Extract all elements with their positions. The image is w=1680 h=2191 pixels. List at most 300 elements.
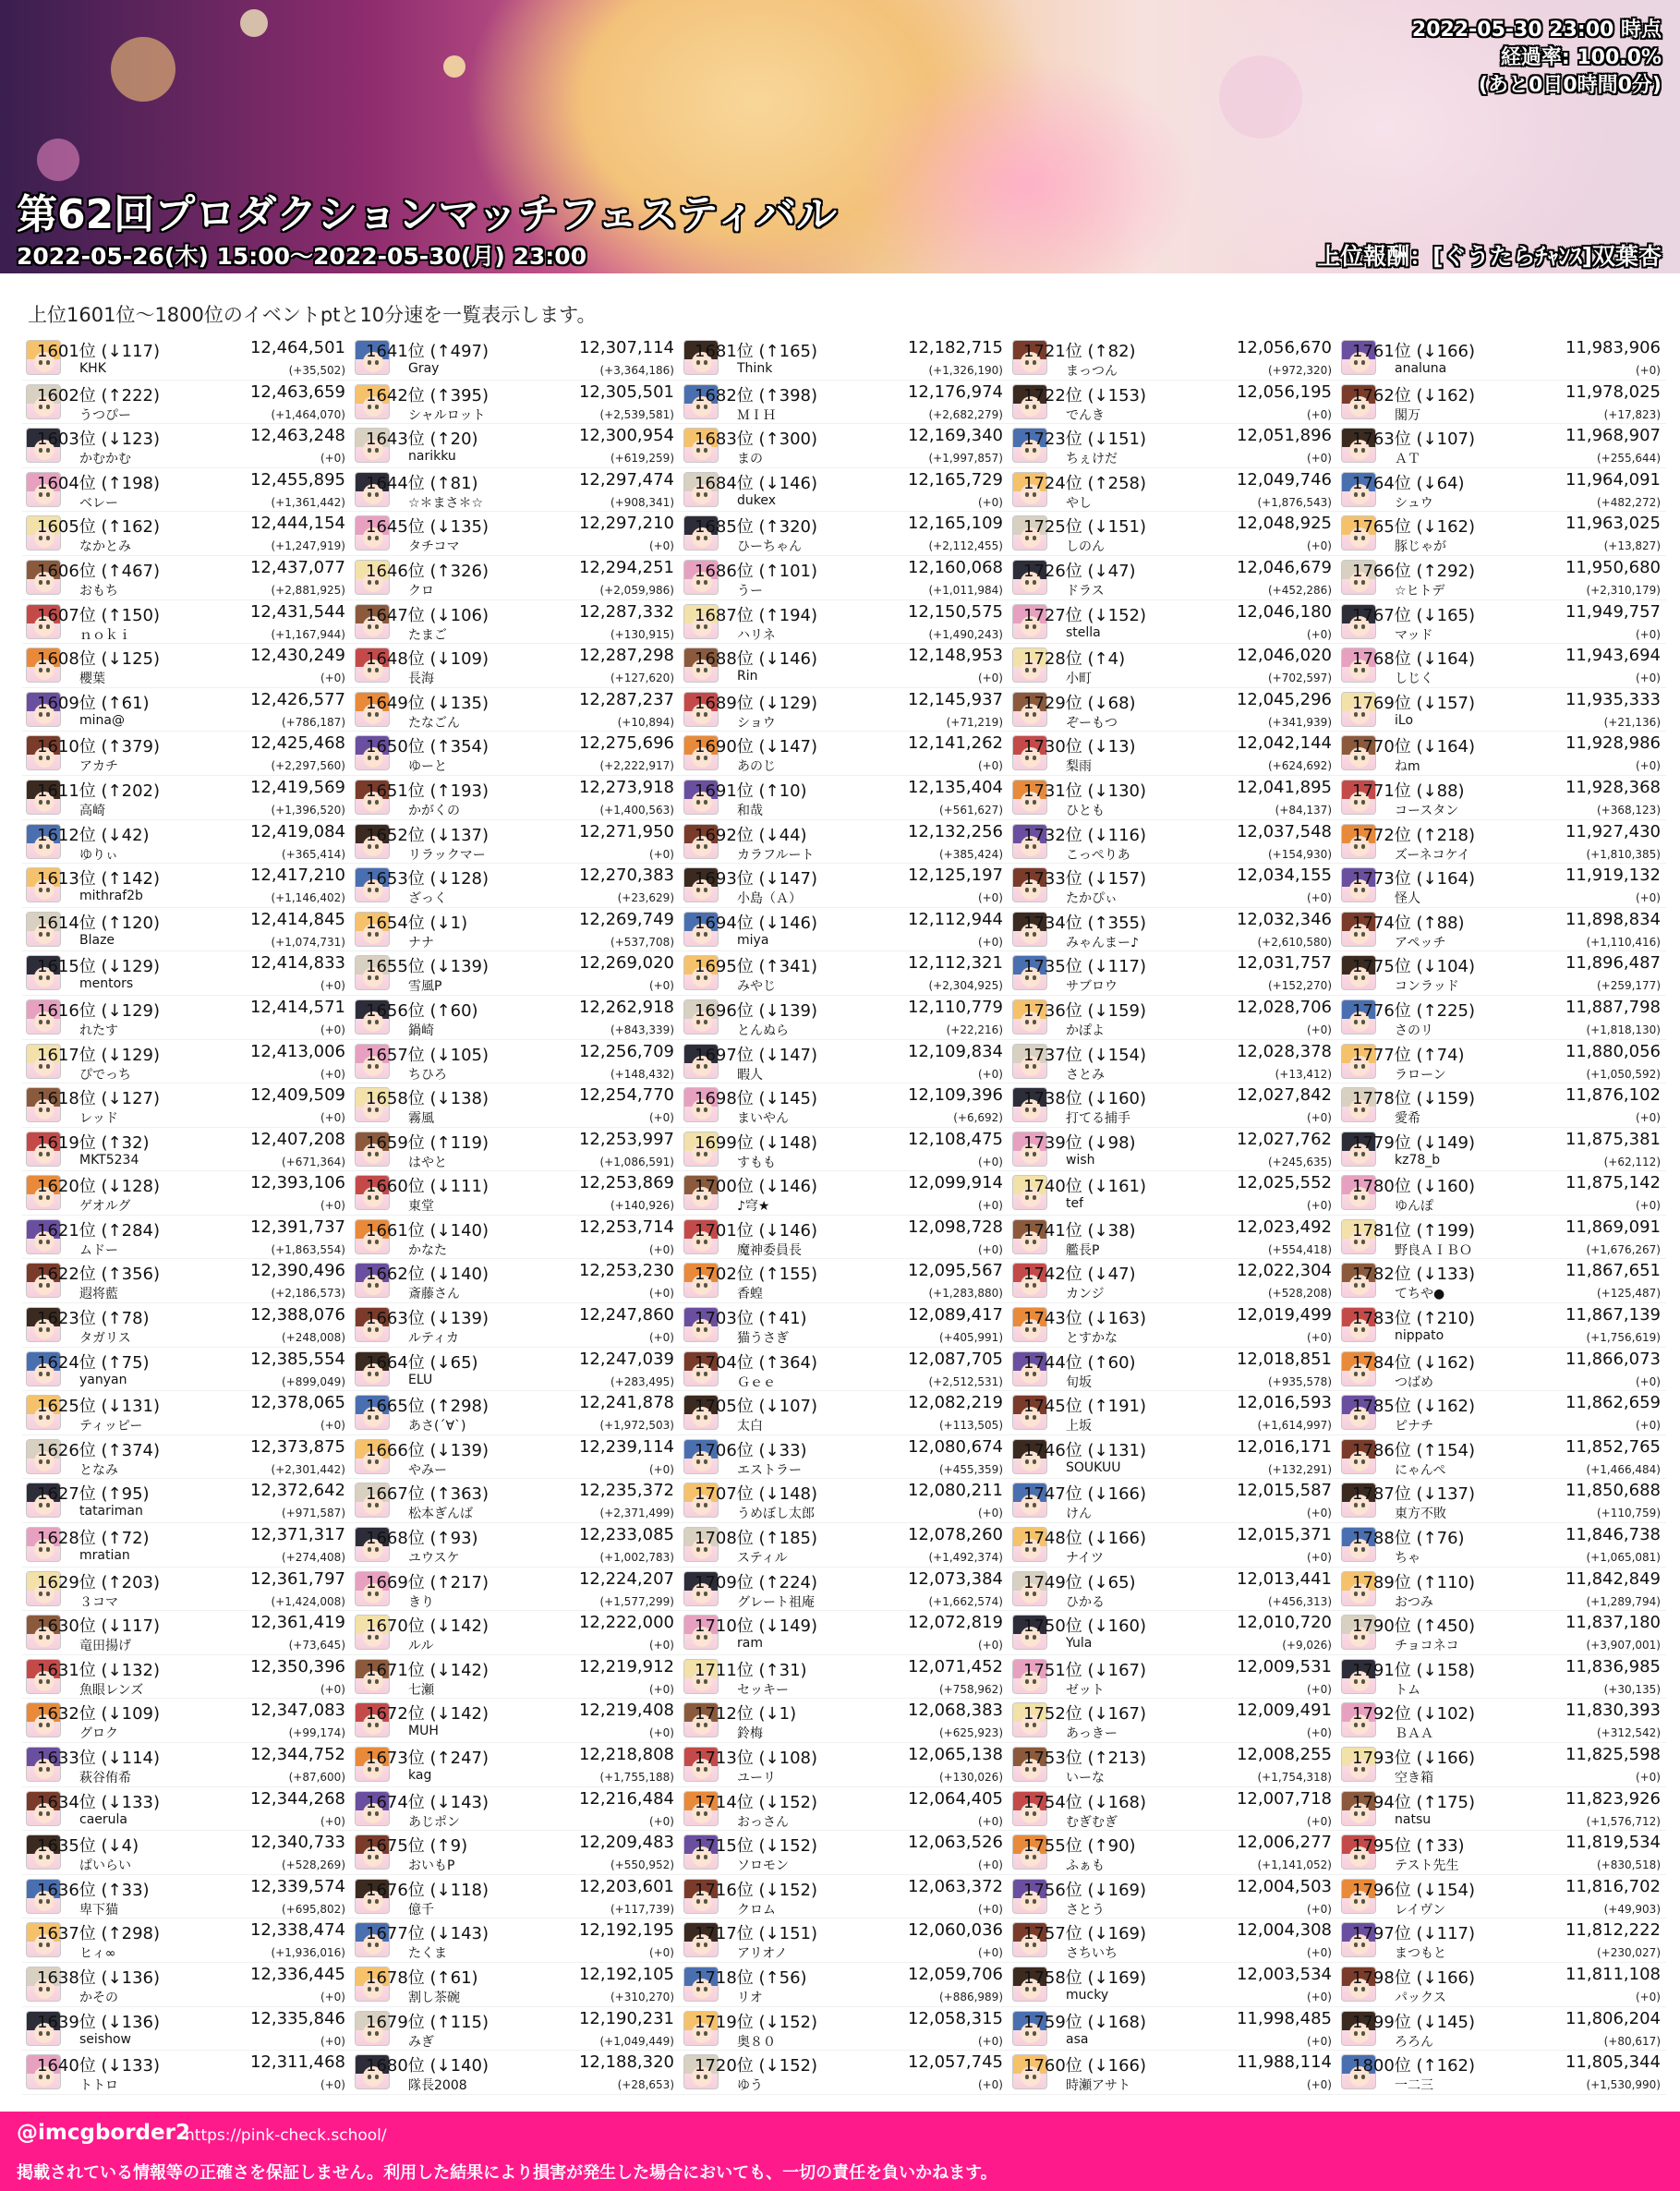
player-name: 豚じゃが: [1395, 539, 1446, 555]
ranking-row[interactable]: [680, 688, 1009, 732]
ranking-row[interactable]: [1009, 2007, 1337, 2052]
ranking-row[interactable]: [1009, 1919, 1337, 1963]
ranking-row[interactable]: [1009, 1655, 1337, 1700]
ranking-row[interactable]: [680, 2051, 1009, 2095]
player-name: やみー: [408, 1462, 447, 1478]
rank-line: [1023, 470, 1332, 492]
rank-line: [695, 1525, 1003, 1547]
ranking-row[interactable]: [1337, 820, 1666, 865]
rank-line: [1023, 1481, 1332, 1503]
ranking-row[interactable]: [680, 1611, 1009, 1655]
ranking-row[interactable]: [351, 556, 680, 600]
ranking-row[interactable]: [1009, 1216, 1337, 1260]
rank-label: 1768位 (↓164): [1352, 649, 1476, 670]
event-points: 12,165,729: [907, 469, 1003, 490]
ranking-row[interactable]: [22, 1171, 351, 1216]
ranking-row[interactable]: [351, 381, 680, 425]
ranking-row[interactable]: [351, 688, 680, 732]
ranking-row[interactable]: [22, 951, 351, 996]
ranking-row[interactable]: [1337, 864, 1666, 908]
player-name: 上坂: [1066, 1419, 1092, 1434]
ranking-row[interactable]: [22, 600, 351, 645]
ranking-row[interactable]: [1009, 1083, 1337, 1128]
event-points: 12,108,475: [907, 1129, 1003, 1149]
ranking-row[interactable]: [351, 1303, 680, 1348]
rank-label: 1615位 (↓129): [37, 957, 161, 977]
ranking-row[interactable]: [680, 1128, 1009, 1172]
ten-minute-speed: (+230,027): [1596, 1946, 1661, 1960]
ranking-row[interactable]: [22, 424, 351, 468]
ranking-row[interactable]: [1009, 1568, 1337, 1612]
ranking-row[interactable]: [1009, 1479, 1337, 1523]
ranking-row[interactable]: [1009, 1128, 1337, 1172]
player-name: asa: [1066, 2031, 1089, 2047]
ranking-row[interactable]: [680, 1523, 1009, 1568]
ranking-row[interactable]: [1009, 424, 1337, 468]
ranking-row[interactable]: [1337, 424, 1666, 468]
sparkle-decoration: [111, 37, 175, 102]
event-points: 12,431,544: [249, 601, 345, 622]
ranking-row[interactable]: [1009, 1040, 1337, 1084]
rank-label: 1747位 (↓166): [1023, 1484, 1147, 1505]
ranking-row[interactable]: [680, 1348, 1009, 1392]
ranking-row[interactable]: [680, 951, 1009, 996]
event-points: 11,867,651: [1565, 1261, 1661, 1281]
ranking-row[interactable]: [1009, 820, 1337, 865]
rank-label: 1639位 (↓136): [37, 2012, 161, 2032]
ranking-row[interactable]: [351, 424, 680, 468]
rank-label: 1655位 (↓139): [366, 957, 489, 977]
ranking-row[interactable]: [351, 1259, 680, 1303]
event-points: 12,347,083: [249, 1701, 345, 1721]
event-points: 12,009,531: [1236, 1656, 1332, 1677]
event-points: 11,866,073: [1565, 1349, 1661, 1369]
rank-line: [695, 690, 1003, 712]
ranking-row[interactable]: [351, 2051, 680, 2095]
ranking-row[interactable]: [680, 468, 1009, 513]
ranking-row[interactable]: [1337, 1216, 1666, 1260]
ranking-row[interactable]: [680, 1963, 1009, 2007]
ranking-row[interactable]: [680, 820, 1009, 865]
player-name: マッド: [1395, 627, 1433, 643]
ranking-row[interactable]: [22, 644, 351, 688]
ranking-row[interactable]: [680, 1040, 1009, 1084]
ranking-row[interactable]: [1337, 1568, 1666, 1612]
rank-label: 1708位 (↑185): [695, 1529, 818, 1549]
ranking-row[interactable]: [1337, 1128, 1666, 1172]
ranking-row[interactable]: [351, 1787, 680, 1832]
ranking-row[interactable]: [1009, 776, 1337, 820]
rank-line: [1352, 778, 1661, 800]
rank-line: [1023, 514, 1332, 536]
player-name: KHK: [79, 361, 106, 376]
ranking-row[interactable]: [1337, 1875, 1666, 1919]
rank-line: [1023, 733, 1332, 756]
ten-minute-speed: (+0): [320, 2034, 345, 2048]
ranking-row[interactable]: [680, 424, 1009, 468]
ranking-row[interactable]: [680, 1919, 1009, 1963]
ranking-row[interactable]: [1009, 381, 1337, 425]
rank-line: [1352, 1173, 1661, 1195]
ranking-row[interactable]: [351, 1831, 680, 1875]
player-name: ♪穹★: [737, 1199, 770, 1215]
rank-line: [1023, 1305, 1332, 1327]
ranking-row[interactable]: [1009, 1611, 1337, 1655]
player-name: mithraf2b: [79, 889, 143, 904]
ranking-row[interactable]: [680, 908, 1009, 952]
ranking-row[interactable]: [1009, 1963, 1337, 2007]
ranking-row[interactable]: [680, 1831, 1009, 1875]
ranking-row[interactable]: [1009, 600, 1337, 645]
ranking-row[interactable]: [22, 2007, 351, 2052]
rank-label: 1787位 (↓137): [1352, 1484, 1476, 1505]
ranking-row[interactable]: [1337, 468, 1666, 513]
ranking-row[interactable]: [351, 1391, 680, 1435]
ranking-row[interactable]: [1337, 1831, 1666, 1875]
ranking-row[interactable]: [351, 1963, 680, 2007]
rank-line: [366, 1920, 674, 1943]
ranking-row[interactable]: [22, 1128, 351, 1172]
ranking-row[interactable]: [1337, 1259, 1666, 1303]
ranking-row[interactable]: [351, 1523, 680, 1568]
player-name: みゃんまー♪: [1066, 935, 1139, 950]
ranking-row[interactable]: [351, 1611, 680, 1655]
rank-line: [366, 910, 674, 932]
ranking-row[interactable]: [22, 1963, 351, 2007]
ranking-row[interactable]: [1337, 908, 1666, 952]
ranking-row[interactable]: [1337, 1479, 1666, 1523]
ranking-row[interactable]: [1337, 951, 1666, 996]
ranking-row[interactable]: [680, 1391, 1009, 1435]
ranking-row[interactable]: [680, 1699, 1009, 1743]
player-name: アペッチ: [1395, 935, 1446, 950]
twitter-handle-link[interactable]: @imcgborder2: [17, 2121, 190, 2145]
ranking-row[interactable]: [1009, 1303, 1337, 1348]
event-points: 12,413,006: [249, 1041, 345, 1061]
ranking-row[interactable]: [22, 1611, 351, 1655]
rank-label: 1624位 (↑75): [37, 1352, 150, 1373]
ranking-row[interactable]: [351, 864, 680, 908]
ranking-row[interactable]: [1009, 732, 1337, 776]
event-points: 12,253,997: [578, 1129, 674, 1149]
rank-label: 1605位 (↑162): [37, 517, 161, 538]
ranking-row[interactable]: [351, 908, 680, 952]
ranking-row[interactable]: [22, 1435, 351, 1480]
ten-minute-speed: (+248,008): [281, 1331, 345, 1345]
ranking-row[interactable]: [1337, 1435, 1666, 1480]
ten-minute-speed: (+365,414): [281, 847, 345, 861]
ranking-row[interactable]: [22, 2051, 351, 2095]
ranking-row[interactable]: [1337, 1743, 1666, 1787]
ten-minute-speed: (+0): [1635, 759, 1661, 773]
ten-minute-speed: (+695,802): [281, 1902, 345, 1916]
ranking-row[interactable]: [22, 732, 351, 776]
rank-label: 1628位 (↑72): [37, 1529, 150, 1549]
ranking-row[interactable]: [1009, 1787, 1337, 1832]
rank-label: 1762位 (↓162): [1352, 385, 1476, 406]
ranking-row[interactable]: [1337, 996, 1666, 1040]
ranking-row[interactable]: [22, 1348, 351, 1392]
ranking-row[interactable]: [351, 996, 680, 1040]
ranking-row[interactable]: [1009, 1391, 1337, 1435]
site-url-link[interactable]: https://pink-check.school/: [185, 2126, 387, 2145]
ranking-row[interactable]: [22, 1787, 351, 1832]
ranking-row[interactable]: [22, 820, 351, 865]
ranking-row[interactable]: [1009, 512, 1337, 556]
event-points: 12,008,255: [1236, 1745, 1332, 1764]
event-points: 12,046,180: [1236, 601, 1332, 622]
ten-minute-speed: (+1,074,731): [271, 935, 345, 949]
ranking-row[interactable]: [22, 556, 351, 600]
ranking-row[interactable]: [680, 1303, 1009, 1348]
ranking-row[interactable]: [680, 644, 1009, 688]
ranking-row[interactable]: [1009, 1259, 1337, 1303]
rank-line: [1352, 866, 1661, 888]
ranking-row[interactable]: [1337, 336, 1666, 381]
ranking-row[interactable]: [351, 1743, 680, 1787]
ranking-row[interactable]: [351, 1699, 680, 1743]
ten-minute-speed: (+561,627): [938, 803, 1003, 817]
rank-line: [37, 1173, 345, 1195]
ranking-row[interactable]: [351, 951, 680, 996]
ranking-row[interactable]: [22, 1831, 351, 1875]
ranking-row[interactable]: [1337, 1655, 1666, 1700]
ranking-row[interactable]: [1337, 512, 1666, 556]
rank-label: 1648位 (↓109): [366, 649, 489, 670]
ranking-row[interactable]: [351, 776, 680, 820]
ranking-row[interactable]: [351, 732, 680, 776]
ranking-row[interactable]: [351, 468, 680, 513]
ranking-row[interactable]: [22, 1743, 351, 1787]
ranking-row[interactable]: [1009, 2051, 1337, 2095]
ranking-row[interactable]: [680, 1216, 1009, 1260]
ranking-row[interactable]: [22, 1479, 351, 1523]
ranking-row[interactable]: [22, 1083, 351, 1128]
ranking-row[interactable]: [1337, 1303, 1666, 1348]
ranking-row[interactable]: [680, 381, 1009, 425]
ranking-row[interactable]: [680, 556, 1009, 600]
ranking-row[interactable]: [22, 1040, 351, 1084]
event-points: 12,373,875: [249, 1436, 345, 1457]
ranking-row[interactable]: [1009, 908, 1337, 952]
ranking-row[interactable]: [1337, 2051, 1666, 2095]
ranking-row[interactable]: [1337, 1391, 1666, 1435]
ranking-row[interactable]: [22, 776, 351, 820]
ranking-row[interactable]: [351, 1875, 680, 1919]
player-name: レッド: [79, 1111, 118, 1127]
ten-minute-speed: (+971,587): [281, 1507, 345, 1520]
ranking-row[interactable]: [1337, 1348, 1666, 1392]
rank-label: 1673位 (↑247): [366, 1749, 489, 1768]
event-points: 12,041,895: [1236, 777, 1332, 797]
player-name: かなた: [408, 1242, 447, 1258]
ranking-row[interactable]: [1337, 1523, 1666, 1568]
ranking-row[interactable]: [22, 1655, 351, 1700]
ranking-row[interactable]: [351, 1171, 680, 1216]
event-points: 12,037,548: [1236, 821, 1332, 841]
ranking-row[interactable]: [22, 688, 351, 732]
rank-line: [37, 1701, 345, 1723]
ten-minute-speed: (+1,756,619): [1586, 1331, 1661, 1345]
rank-line: [1023, 646, 1332, 668]
ranking-row[interactable]: [22, 336, 351, 381]
rank-line: [1023, 1525, 1332, 1547]
ranking-row[interactable]: [680, 864, 1009, 908]
ranking-row[interactable]: [680, 732, 1009, 776]
ranking-row[interactable]: [680, 1875, 1009, 1919]
event-points: 12,305,501: [578, 381, 674, 402]
ranking-row[interactable]: [351, 1919, 680, 1963]
ten-minute-speed: (+1,396,520): [271, 803, 345, 817]
ranking-row[interactable]: [22, 1259, 351, 1303]
ranking-row[interactable]: [22, 1216, 351, 1260]
ranking-row[interactable]: [1009, 1875, 1337, 1919]
rank-line: [1352, 1350, 1661, 1372]
rank-line: [695, 1877, 1003, 1899]
ranking-row[interactable]: [22, 1875, 351, 1919]
event-points: 12,059,706: [907, 1964, 1003, 1984]
ranking-row[interactable]: [680, 512, 1009, 556]
ranking-row[interactable]: [351, 1479, 680, 1523]
ranking-row[interactable]: [680, 1479, 1009, 1523]
ranking-row[interactable]: [22, 996, 351, 1040]
ranking-row[interactable]: [22, 864, 351, 908]
ranking-row[interactable]: [22, 1919, 351, 1963]
player-name: まつもと: [1395, 1946, 1446, 1962]
ranking-row[interactable]: [351, 1655, 680, 1700]
ranking-row[interactable]: [1009, 688, 1337, 732]
ranking-row[interactable]: [1009, 996, 1337, 1040]
player-name: やし: [1066, 495, 1092, 511]
ranking-row[interactable]: [22, 1568, 351, 1612]
ranking-row[interactable]: [680, 1083, 1009, 1128]
player-name: 野良ＡＩＢＯ: [1395, 1242, 1472, 1258]
player-name: トトロ: [79, 2078, 118, 2094]
event-points: 12,378,065: [249, 1393, 345, 1413]
ranking-row[interactable]: [351, 1040, 680, 1084]
ranking-row[interactable]: [1009, 1435, 1337, 1480]
event-points: 12,110,779: [907, 997, 1003, 1017]
rank-label: 1676位 (↓118): [366, 1880, 489, 1900]
rank-line: [1023, 2052, 1332, 2075]
ten-minute-speed: (+482,272): [1596, 495, 1661, 509]
event-points: 12,209,483: [578, 1833, 674, 1853]
rank-line: [1352, 953, 1661, 975]
ranking-row[interactable]: [1337, 1919, 1666, 1963]
player-name: ELU: [408, 1372, 433, 1387]
ranking-row[interactable]: [351, 644, 680, 688]
ranking-row[interactable]: [1337, 600, 1666, 645]
ranking-row[interactable]: [351, 1568, 680, 1612]
ranking-row[interactable]: [680, 996, 1009, 1040]
ranking-row[interactable]: [1009, 1743, 1337, 1787]
ranking-row[interactable]: [351, 512, 680, 556]
rank-label: 1642位 (↑395): [366, 385, 489, 406]
ranking-row[interactable]: [351, 1128, 680, 1172]
ten-minute-speed: (+110,759): [1596, 1507, 1661, 1520]
ranking-row[interactable]: [1337, 381, 1666, 425]
rank-line: [37, 338, 345, 360]
ten-minute-speed: (+1,141,052): [1257, 1858, 1332, 1872]
ranking-row[interactable]: [1337, 556, 1666, 600]
ranking-row[interactable]: [351, 1435, 680, 1480]
ranking-row[interactable]: [680, 1655, 1009, 1700]
ranking-row[interactable]: [1337, 644, 1666, 688]
ranking-row[interactable]: [1337, 732, 1666, 776]
ranking-row[interactable]: [351, 1083, 680, 1128]
ranking-row[interactable]: [22, 1391, 351, 1435]
player-name: タチコマ: [408, 539, 460, 555]
ranking-row[interactable]: [1337, 1040, 1666, 1084]
event-points: 12,064,405: [907, 1788, 1003, 1809]
ranking-row[interactable]: [680, 1743, 1009, 1787]
ranking-row[interactable]: [351, 600, 680, 645]
ranking-row[interactable]: [22, 468, 351, 513]
ranking-row[interactable]: [1009, 556, 1337, 600]
player-name: ハリネ: [737, 627, 776, 643]
ranking-row[interactable]: [1337, 1083, 1666, 1128]
ranking-row[interactable]: [680, 336, 1009, 381]
ranking-row[interactable]: [1009, 864, 1337, 908]
rank-line: [37, 646, 345, 668]
ranking-row[interactable]: [351, 2007, 680, 2052]
ranking-row[interactable]: [351, 820, 680, 865]
ranking-row[interactable]: [1337, 1787, 1666, 1832]
ranking-row[interactable]: [1337, 1171, 1666, 1216]
ranking-row[interactable]: [22, 1303, 351, 1348]
ranking-row[interactable]: [1009, 1523, 1337, 1568]
ranking-row[interactable]: [351, 336, 680, 381]
ranking-row[interactable]: [22, 1523, 351, 1568]
ranking-row[interactable]: [351, 1348, 680, 1392]
ranking-row[interactable]: [1337, 2007, 1666, 2052]
ranking-row[interactable]: [1337, 1699, 1666, 1743]
player-name: クロ: [408, 583, 434, 599]
ranking-row[interactable]: [22, 381, 351, 425]
ranking-row[interactable]: [680, 1787, 1009, 1832]
ranking-row[interactable]: [1009, 468, 1337, 513]
ranking-row[interactable]: [1337, 776, 1666, 820]
ranking-row[interactable]: [680, 1259, 1009, 1303]
ranking-row[interactable]: [22, 512, 351, 556]
ranking-row[interactable]: [1009, 951, 1337, 996]
ranking-row[interactable]: [680, 1171, 1009, 1216]
ranking-row[interactable]: [351, 1216, 680, 1260]
ranking-row[interactable]: [680, 600, 1009, 645]
ranking-row[interactable]: [680, 1568, 1009, 1612]
rank-line: [695, 1569, 1003, 1592]
rank-line: [37, 2052, 345, 2075]
ranking-row[interactable]: [1009, 1171, 1337, 1216]
ranking-row[interactable]: [1337, 1963, 1666, 2007]
ranking-row[interactable]: [1009, 644, 1337, 688]
ranking-row[interactable]: [1009, 1831, 1337, 1875]
rank-line: [695, 558, 1003, 580]
ranking-row[interactable]: [1009, 336, 1337, 381]
ranking-row[interactable]: [22, 1699, 351, 1743]
event-points: 12,340,733: [249, 1833, 345, 1853]
ranking-row[interactable]: [680, 1435, 1009, 1480]
ranking-row[interactable]: [680, 776, 1009, 820]
ten-minute-speed: (+130,026): [938, 1771, 1003, 1784]
ranking-row[interactable]: [680, 2007, 1009, 2052]
ranking-row[interactable]: [1009, 1348, 1337, 1392]
ranking-row[interactable]: [22, 908, 351, 952]
ranking-row[interactable]: [1337, 688, 1666, 732]
player-name: ドラス: [1066, 583, 1105, 599]
ranking-row[interactable]: [1337, 1611, 1666, 1655]
ranking-row[interactable]: [1009, 1699, 1337, 1743]
